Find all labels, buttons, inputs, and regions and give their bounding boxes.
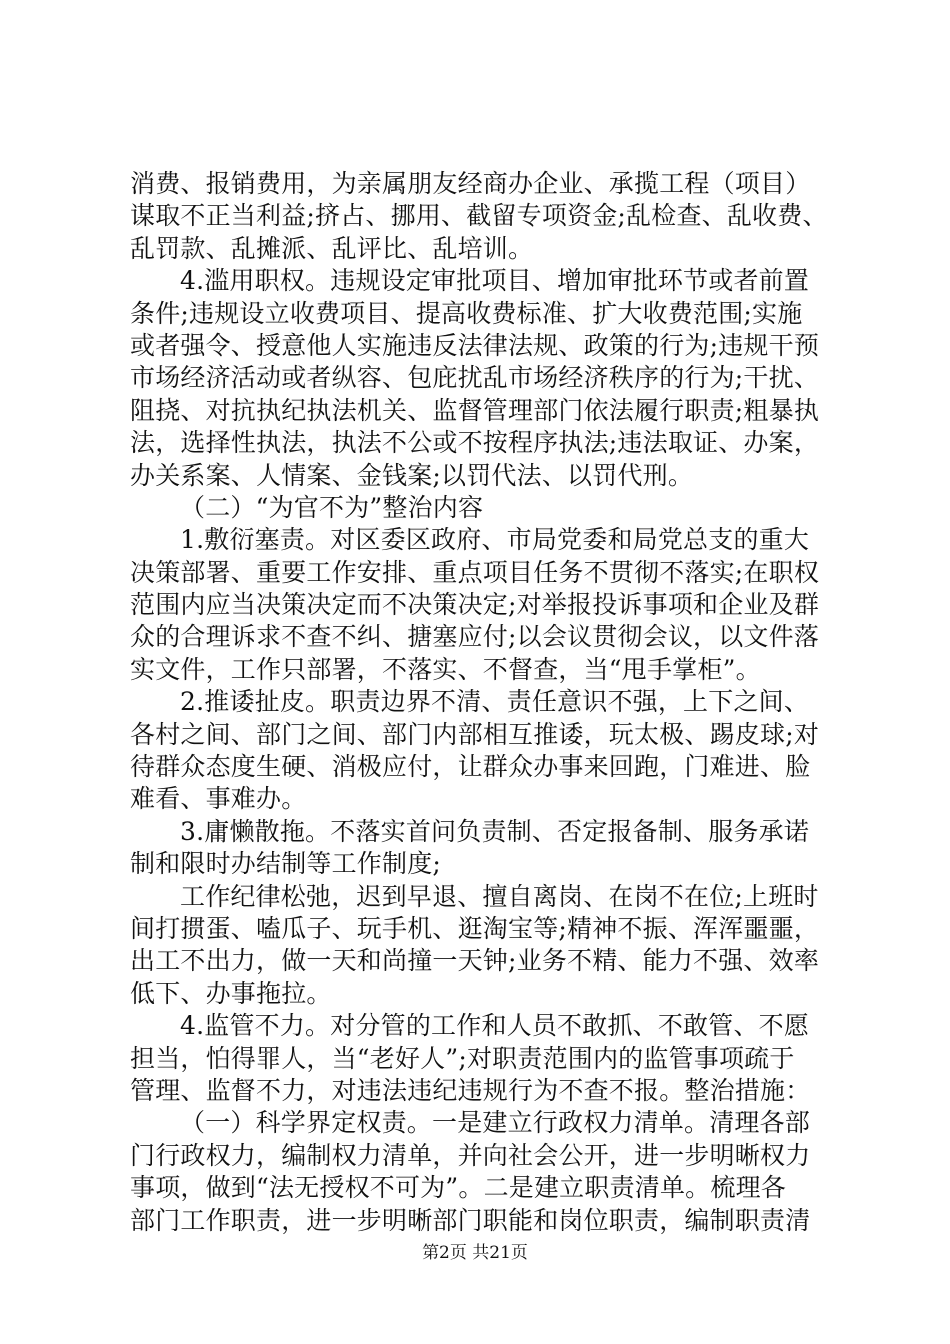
text-line: 间打掼蛋、嗑瓜子、玩手机、逛淘宝等;精神不振、浑浑噩噩，	[130, 913, 820, 943]
text-line: 4.滥用职权。违规设定审批项目、增加审批环节或者前置	[180, 266, 810, 296]
text-line: 各村之间、部门之间、部门内部相互推诿，玩太极、踢皮球;对	[130, 719, 820, 749]
text-line: 3.庸懒散拖。不落实首问负责制、否定报备制、服务承诺	[180, 816, 810, 846]
text-line: 或者强令、授意他人实施违反法律法规、政策的行为;违规干预	[130, 330, 820, 360]
text-line: 管理、监督不力，对违法违纪违规行为不查不报。整治措施：	[130, 1075, 811, 1105]
text-line: 乱罚款、乱摊派、乱评比、乱培训。	[130, 233, 534, 263]
text-line: 难看、事难办。	[130, 784, 307, 814]
text-line: 消费、报销费用，为亲属朋友经商办企业、承揽工程（项目）	[130, 169, 811, 198]
text-line: 低下、办事拖拉。	[130, 978, 332, 1008]
text-line: 部门工作职责，进一步明晰部门职能和岗位职责，编制职责清	[130, 1205, 811, 1235]
text-line: 市场经济活动或者纵容、包庇扰乱市场经济秩序的行为;干扰、	[130, 363, 820, 393]
text-line: 办关系案、人情案、金钱案;以罚代法、以罚代刑。	[130, 460, 694, 490]
text-line: （一）科学界定权责。一是建立行政权力清单。清理各部	[180, 1108, 811, 1138]
document-body	[130, 168, 842, 1237]
text-line: 众的合理诉求不查不纠、搪塞应付;以会议贯彻会议，以文件落	[130, 622, 820, 652]
text-line: 出工不出力，做一天和尚撞一天钟;业务不精、能力不强、效率	[130, 946, 820, 976]
text-line: 4.监管不力。对分管的工作和人员不敢抓、不敢管、不愿	[180, 1011, 810, 1041]
text-line: 法，选择性执法，执法不公或不按程序执法;违法取证、办案，	[130, 428, 820, 458]
text-line: 门行政权力，编制权力清单，并向社会公开，进一步明晰权力	[130, 1140, 811, 1170]
text-line: 2.推诿扯皮。职责边界不清、责任意识不强，上下之间、	[180, 687, 810, 717]
text-line: 阻挠、对抗执纪执法机关、监督管理部门依法履行职责;粗暴执	[130, 395, 820, 425]
text-line: 制和限时办结制等工作制度;	[130, 849, 442, 879]
text-line: 实文件，工作只部署，不落实、不督查，当“甩手掌柜”。	[130, 654, 761, 684]
page-footer: 第2页 共21页	[422, 1243, 528, 1263]
text-line: 1.敷衍塞责。对区委区政府、市局党委和局党总支的重大	[180, 525, 810, 555]
text-line: （二）“为官不为”整治内容	[180, 492, 484, 522]
text-line: 谋取不正当利益;挤占、挪用、截留专项资金;乱检查、乱收费、	[130, 201, 828, 231]
text-line: 决策部署、重要工作安排、重点项目任务不贯彻不落实;在职权	[130, 557, 820, 587]
text-line: 待群众态度生硬、消极应付，让群众办事来回跑，门难进、脸	[130, 752, 811, 782]
text-line: 范围内应当决策决定而不决策决定;对举报投诉事项和企业及群	[130, 590, 820, 620]
text-line: 事项，做到“法无授权不可为”。二是建立职责清单。梳理各	[130, 1173, 786, 1203]
text-line: 条件;违规设立收费项目、提高收费标准、扩大收费范围;实施	[130, 298, 803, 328]
text-line: 担当，怕得罪人，当“老好人”;对职责范围内的监管事项疏于	[130, 1043, 795, 1073]
text-line: 工作纪律松弛，迟到早退、擅自离岗、在岗不在位;上班时	[180, 881, 819, 911]
